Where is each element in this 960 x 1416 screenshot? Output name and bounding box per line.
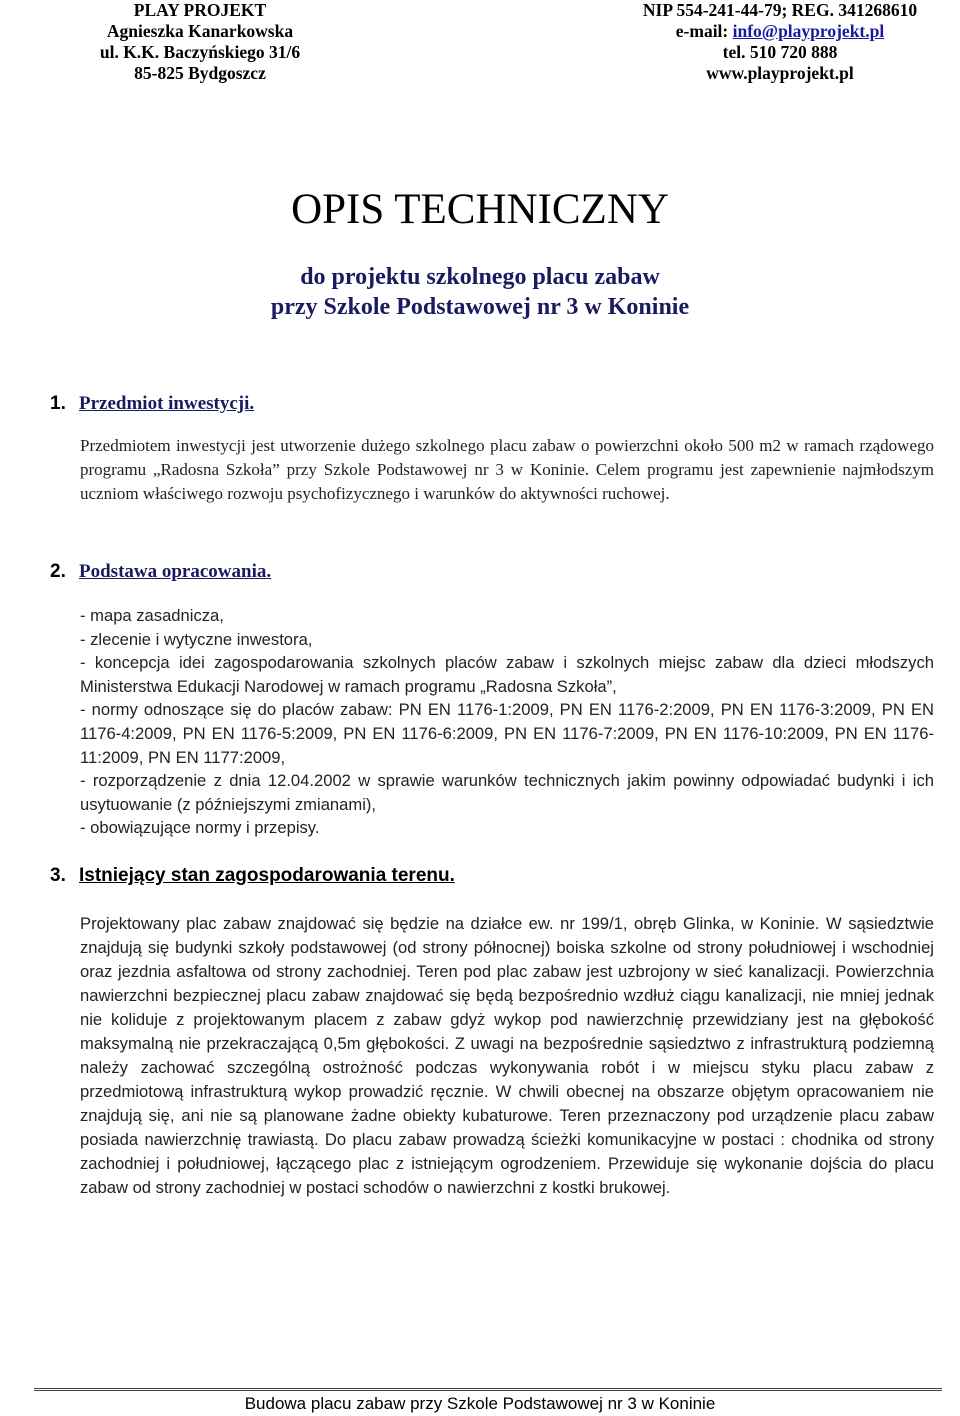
page-footer: Budowa placu zabaw przy Szkole Podstawowej nr 3 w Koninie [244, 1394, 716, 1413]
company-name: PLAY PROJEKT [133, 0, 267, 20]
section-number: 1. [50, 393, 66, 414]
section-number: 2. [50, 561, 66, 582]
company-owner: Agnieszka Kanarkowska [106, 21, 294, 41]
email-link[interactable]: info@playprojekt.pl [732, 21, 885, 41]
section-2-heading [50, 560, 271, 584]
email-label: e-mail: [675, 21, 733, 41]
list-item: - zlecenie i wytyczne inwestora, [80, 629, 313, 649]
section-title: Istniejący stan zagospodarowania terenu. [79, 865, 455, 886]
document-subtitle [0, 262, 960, 322]
footer-divider [34, 1388, 942, 1391]
section-title: Przedmiot inwestycji. [79, 393, 255, 414]
company-email-line [610, 21, 950, 42]
company-street: ul. K.K. Baczyńskiego 31/6 [99, 42, 301, 62]
section-3-heading [50, 864, 455, 888]
section-number: 3. [50, 865, 66, 886]
list-item: - koncepcja idei zagospodarowania szkolnych placów zabaw i szkolnych miejsc zabaw dla dzieci młodszych Ministerstwa Edukacji Narodowej w ramach programu „Radosna Szkoła”, [80, 653, 934, 696]
letterhead-contact [610, 0, 950, 84]
subtitle-line-2: przy Szkole Podstawowej nr 3 w Koninie [270, 294, 690, 320]
section-1-text: Przedmiotem inwestycji jest utworzenie dużego szkolnego placu zabaw o powierzchni około 500 m2 w ramach rządowego programu „Radosna Szkoła” przy Szkole Podstawowej nr 3 w Koninie. Celem programu jest zapewnienie najmłodszym uczniom właściwego rozwoju psychofizycznego i warunków do aktywności ruchowej. [80, 436, 934, 503]
list-item: - obowiązujące normy i przepisy. [80, 818, 320, 838]
list-item: - mapa zasadnicza, [80, 606, 224, 625]
company-city: 85-825 Bydgoszcz [134, 63, 266, 83]
document-title: OPIS TECHNICZNY [291, 186, 669, 233]
subtitle-line-1: do projektu szkolnego placu zabaw [300, 264, 660, 290]
company-website[interactable]: www.playprojekt.pl [706, 63, 854, 83]
section-2-list [80, 604, 934, 840]
list-item: - normy odnoszące się do placów zabaw: PN EN 1176-1:2009, PN EN 1176-2:2009, PN EN 1176-3:2009, PN EN 1176-4:2009, PN EN 1176-5:2009, PN EN 1176-6:2009, PN EN 1176-7:2009, PN EN 1176-10:2009, PN EN 1176-11:2009, PN EN 1177:2009, [80, 700, 934, 767]
company-phone: tel. 510 720 888 [722, 42, 838, 62]
company-nip: NIP 554-241-44-79; REG. 341268610 [642, 0, 918, 20]
list-item: - rozporządzenie z dnia 12.04.2002 w sprawie warunków technicznych jakim powinny odpowiadać budynki i ich usytuowanie (z późniejszymi zmianami), [80, 771, 934, 814]
section-title: Podstawa opracowania. [79, 561, 272, 582]
section-3-text: Projektowany plac zabaw znajdować się będzie na działce ew. nr 199/1, obręb Glinka, w Koninie. W sąsiedztwie znajdują się budynki szkoły podstawowej (od strony północnej) boiska szkolne od strony południowej i wschodniej oraz jezdnia asfaltowa od strony zachodniej. Teren pod plac zabaw jest uzbrojony w sieć kanalizacji. Powierzchnia nawierzchni bezpiecznej placu zabaw znajdować się będą bezpośrednio wzdłuż ciągu kanalizacji, nie mniej jednak nie koliduje z projektowanym placem z zabaw gdyż wykop pod nawierzchnię przewidziany jest na głębokość maksymalną nie przekraczającą 0,5m głębokości. Z uwagi na bezpośrednie sąsiedztwo z infrastrukturą podziemną należy zachować szczególną ostrożność podczas wykonywania robót i w miejscu styku placu zabaw z przedmiotową infrastrukturą wykop prowadzić ręcznie. W chwili obecnej na obszarze objętym opracowaniem nie znajdują się, ani nie są planowane żadne obiekty kubaturowe. Teren przeznaczony pod urządzenie placu zabaw posiada nawierzchnię trawiastą. Do placu zabaw prowadzą ścieżki komunikacyjne w postaci : chodnika od strony zachodniej i południowej, łączącego plac z istniejącym ogrodzeniem. Przewiduje się wykonanie dojścia do placu zabaw od strony zachodniej w postaci schodów o nawierzchni z kostki brukowej. [80, 914, 934, 1197]
section-1-heading [50, 392, 254, 416]
letterhead-company [80, 0, 320, 84]
